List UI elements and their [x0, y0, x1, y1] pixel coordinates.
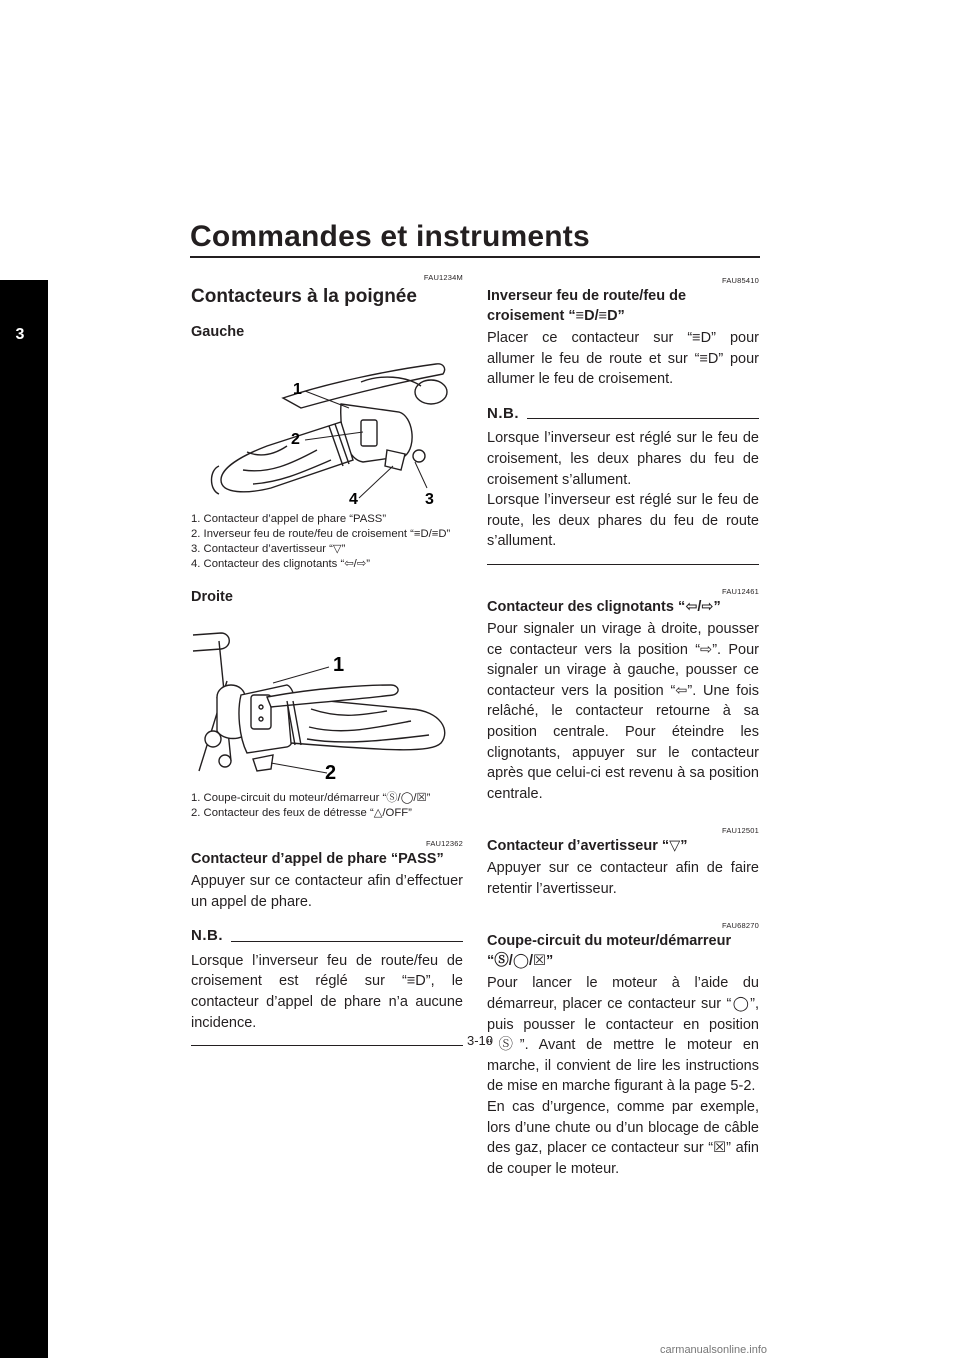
section-title: Contacteurs à la poignée	[191, 286, 417, 307]
right-column	[487, 276, 759, 1179]
pass-code: FAU12362	[425, 839, 463, 848]
beam-note-header	[487, 404, 759, 425]
engine-code: FAU68270	[721, 921, 759, 931]
note-label: N.B.	[487, 404, 519, 422]
note-rule	[527, 418, 759, 419]
note-end-rule	[191, 1045, 463, 1046]
section-code: FAU1234M	[423, 273, 463, 282]
beam-code: FAU85410	[721, 276, 759, 285]
turn-body: Pour signaler un virage à droite, pousser ce contacteur vers la position “⇨”. Pour signaler un virage à gauche, pousser ce contacteur vers la position “⇦”. Une fois relâché, le contacteur retourne à sa position centrale. Pour éteindre les clignotants, appuyer sur le contacteur après que celui-ci est revenu à sa position centrale.	[487, 620, 759, 802]
watermark: carmanualsonline.info	[660, 1344, 768, 1356]
page-title: Commandes et instruments	[190, 220, 590, 253]
pass-title: Contacteur d’appel de phare “PASS”	[191, 851, 444, 867]
callout-2: 2	[291, 431, 300, 448]
callout-2: 2	[325, 762, 337, 779]
note-end-rule	[487, 564, 759, 565]
caption-item: 2. Inverseur feu de route/feu de croisement “≡D/≡D”	[191, 528, 451, 540]
right-handlebar-figure	[191, 611, 463, 779]
note-rule	[231, 941, 463, 942]
horn-code: FAU12501	[721, 826, 759, 836]
engine-title: Coupe-circuit du moteur/démarreur “Ⓢ/◯/☒”	[487, 933, 732, 970]
turn-title: Contacteur des clignotants “⇦/⇨”	[487, 598, 721, 615]
callout-1: 1	[333, 654, 345, 676]
callout-1: 1	[293, 381, 302, 398]
turn-code: FAU12461	[721, 586, 759, 596]
horn-title: Contacteur d’avertisseur “▽”	[487, 838, 688, 855]
right-caption	[191, 791, 463, 821]
engine-body-1: Pour lancer le moteur à l’aide du démarreur, placer ce contacteur sur “◯”, puis pousser le contacteur en position “Ⓢ”. Avant de mettre le moteur en marche, il convient de lire les instructions de mise en marche figurant à la page 5-2.	[487, 975, 759, 1095]
pass-note-header	[191, 926, 463, 947]
caption-item: 2. Contacteur des feux de détresse “△/OFF”	[191, 807, 412, 819]
beam-note-body-2: Lorsque l’inverseur est réglé sur le feu de route, les deux phares du feu de route s’allument.	[487, 492, 759, 550]
horn-body: Appuyer sur ce contacteur afin de faire retentir l’avertisseur.	[487, 860, 759, 897]
caption-item: 3. Contacteur d’avertisseur “▽”	[191, 543, 346, 555]
left-caption	[191, 512, 463, 572]
chapter-tab	[0, 280, 48, 1358]
pass-body: Appuyer sur ce contacteur afin d’effectuer un appel de phare.	[191, 873, 463, 910]
beam-note-body-1: Lorsque l’inverseur est réglé sur le feu de croisement, les deux phares du feu de croisement s’allument.	[487, 430, 759, 488]
caption-item: 4. Contacteur des clignotants “⇦/⇨”	[191, 558, 371, 570]
left-column	[191, 273, 463, 1046]
beam-title: Inverseur feu de route/feu de croisement “≡D/≡D”	[487, 288, 687, 324]
callout-3: 3	[425, 491, 434, 504]
header-rule	[190, 256, 760, 258]
left-handlebar-figure	[191, 342, 463, 504]
left-handlebar-label: Gauche	[191, 324, 245, 340]
right-handlebar-label: Droite	[191, 589, 233, 605]
pass-note-body: Lorsque l’inverseur feu de route/feu de croisement est réglé sur “≡D”, le contacteur d’appel de phare n’a aucune incidence.	[191, 952, 463, 1031]
callout-4: 4	[349, 491, 358, 504]
beam-body: Placer ce contacteur sur “≡D” pour allumer le feu de route et sur “≡D” pour allumer le feu de croisement.	[487, 330, 759, 388]
chapter-number: 3	[15, 326, 25, 343]
caption-item: 1. Contacteur d’appel de phare “PASS”	[191, 513, 387, 525]
caption-item: 1. Coupe-circuit du moteur/démarreur “Ⓢ/◯/☒”	[191, 792, 431, 804]
engine-body-2: En cas d’urgence, comme par exemple, lors d’une chute ou d’un blocage de câble des gaz, placer ce contacteur sur “☒” afin de couper le moteur.	[487, 1099, 759, 1177]
page-number: 3-10	[466, 1033, 494, 1048]
note-label: N.B.	[191, 927, 223, 945]
